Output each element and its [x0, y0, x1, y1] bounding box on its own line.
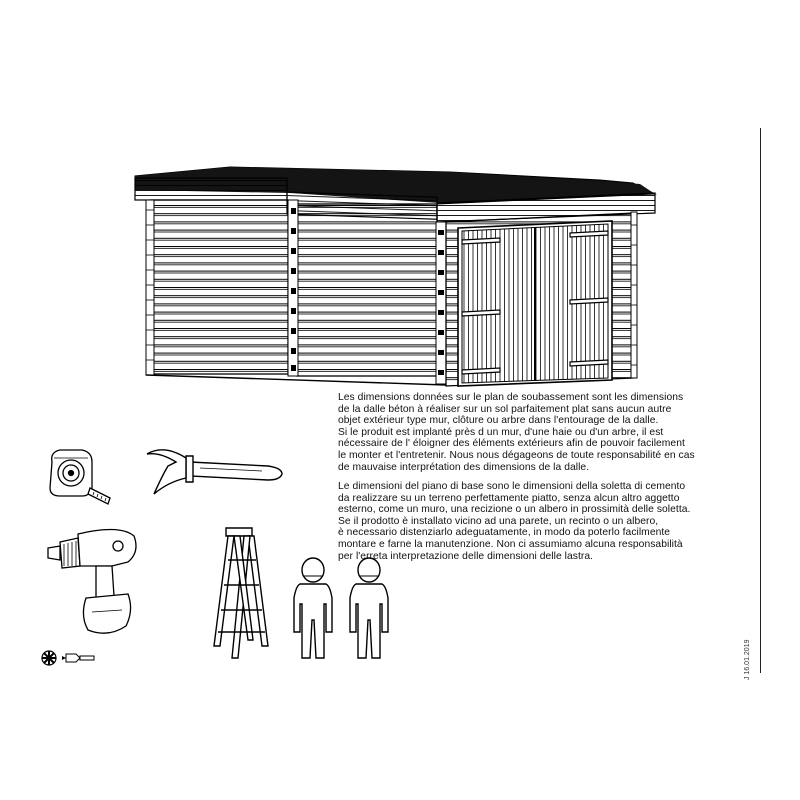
text-line: nécessaire de l' éloigner des éléments extérieurs afin de pouvoir facilement	[338, 438, 685, 450]
tape-measure-icon	[50, 450, 110, 504]
text-line: de mauvaise interprétation des dimensions de la dalle.	[338, 461, 590, 473]
text-line: Le dimensioni del piano di base sono le dimensioni della soletta di cemento	[338, 481, 686, 492]
instructions-italian	[338, 481, 758, 562]
double-garage-illustration	[135, 167, 655, 386]
text-line: è necessario distenziarlo adeguatamente, in modo da poterlo facilmente	[338, 527, 671, 539]
text-line: de la dalle béton à réaliser sur un sol parfaitement plat sans aucun autre	[338, 403, 672, 415]
text-line: objet extérieur type mur, clôture ou arbre dans l'entourage de la dalle.	[338, 415, 659, 427]
text-line: Se il prodotto è installato vicino ad una parete, un recinto o un albero,	[338, 515, 659, 527]
text-line: da realizzare su un terreno perfettamente piatto, senza alcun altro aggetto	[338, 492, 680, 504]
text-line: esterno, come un muro, una recizione o un albero in prossimità delle soletta.	[338, 504, 691, 516]
text-line: montare e farne la manutenzione. Non ci assumiamo alcuna responsabilità	[338, 538, 683, 550]
person-icon	[350, 558, 388, 658]
cordless-drill-icon	[48, 529, 136, 633]
text-line: Si le produit est implanté près d un mur, d'une haie ou d'un arbre, il est	[338, 426, 664, 438]
text-line: per l'erreta interpretazione delle dimensioni delle lastra.	[338, 550, 594, 562]
instructions-french	[338, 392, 758, 473]
text-line: Les dimensions données sur le plan de soubassement sont les dimensions	[338, 392, 684, 403]
person-icon	[294, 558, 332, 658]
step-ladder-icon	[214, 528, 268, 658]
document-code: J 16.01.2019	[744, 639, 751, 680]
text-line: le monter et l'entretenir. Nous nous dégageons de toute responsabilité en cas	[338, 449, 695, 461]
hammer-icon	[147, 450, 282, 494]
screwdriver-bits-icon	[42, 651, 94, 665]
